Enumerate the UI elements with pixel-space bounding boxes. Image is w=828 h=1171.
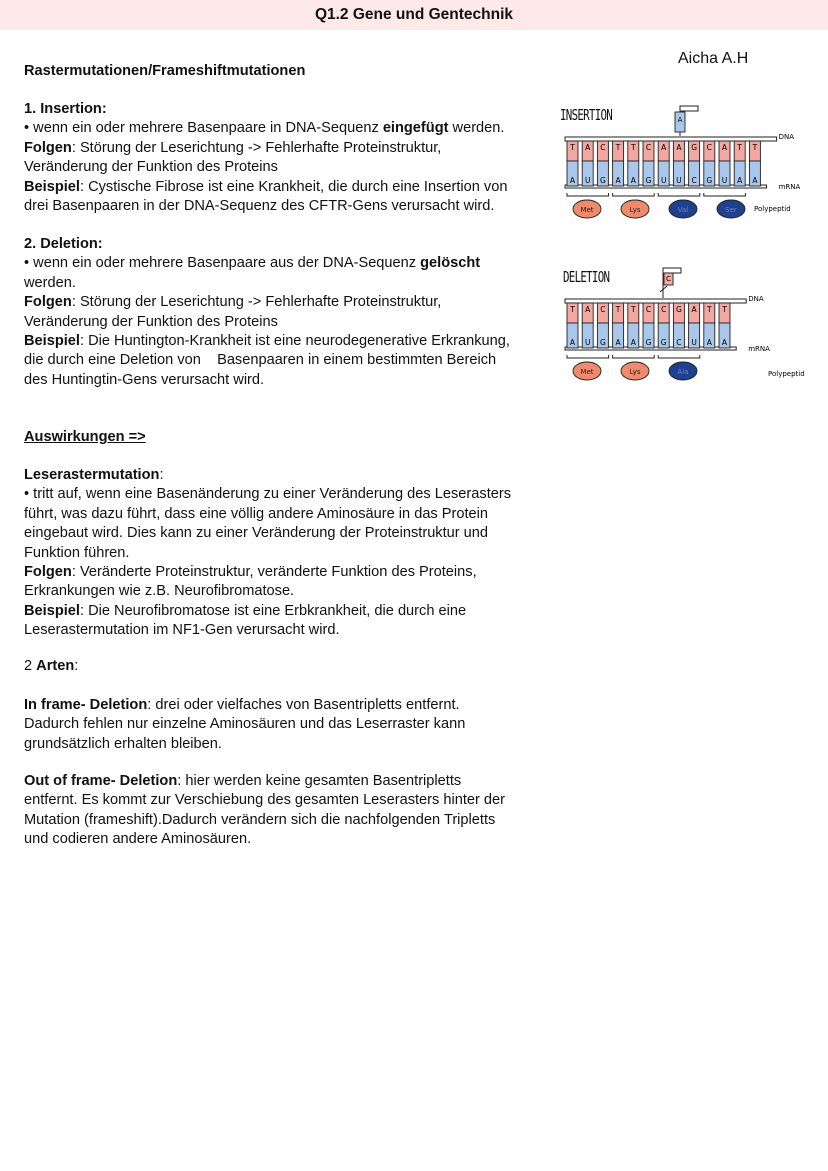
insertion-folgen: [24, 139, 559, 158]
bottom-base-letter: G: [660, 338, 667, 347]
text: • wenn ein oder mehrere Basenpaare aus der DNA-Sequenz: [24, 255, 421, 272]
amino-acid-label: Val: [677, 206, 689, 214]
bottom-base-letter: A: [569, 338, 576, 347]
bottom-base-letter: A: [737, 176, 743, 185]
bottom-base-letter: A: [706, 338, 712, 347]
top-base-letter: C: [600, 143, 606, 152]
inframe-block: [24, 696, 559, 754]
bottom-base-letter: G: [599, 176, 606, 185]
label: Folgen: [24, 564, 72, 581]
deletion-heading: 2. Deletion:: [24, 236, 103, 252]
text-bold: gelöscht: [420, 255, 481, 272]
deleted-base-letter: C: [666, 275, 671, 283]
bottom-base-letter: U: [676, 176, 682, 185]
deletion-folgen: [24, 293, 559, 312]
dna-label: DNA: [778, 133, 795, 141]
text: : Störung der Leserichtung -> Fehlerhafte Proteinstruktur,: [71, 139, 442, 156]
lese-heading: [24, 466, 559, 485]
top-base-letter: C: [600, 305, 606, 314]
bottom-base-letter: C: [691, 176, 697, 185]
codon-bracket: [658, 193, 700, 196]
codon-bracket: [704, 193, 746, 196]
marker-flag: [663, 268, 681, 273]
bottom-base-letter: A: [569, 176, 576, 185]
bottom-base-letter: G: [645, 338, 652, 347]
label: In frame- Deletion: [24, 697, 148, 713]
top-base-letter: A: [585, 143, 591, 152]
text: : Die Neurofibromatose ist eine Erbkrankheit, die durch eine: [79, 602, 467, 619]
label: Folgen: [24, 139, 72, 156]
amino-acid-label: Met: [580, 206, 594, 214]
text: • wenn ein oder mehrere Basenpaare in DNA-Sequenz: [24, 120, 383, 137]
deletion-block: [24, 235, 559, 390]
top-base-letter: G: [691, 143, 698, 152]
text: 2: [24, 658, 37, 674]
text: : Veränderte Proteinstruktur, veränderte Funktion des Proteins,: [71, 564, 477, 581]
codon-bracket: [567, 355, 609, 358]
outframe-line-3: Mutation (frameshift).Dadurch verändern sich die nachfolgenden Tripletts: [24, 811, 496, 828]
outframe-block: [24, 772, 559, 850]
dna-backbone: [565, 299, 746, 303]
top-base-letter: T: [737, 143, 742, 152]
bottom-base-letter: U: [691, 338, 697, 347]
deletion-beispiel: [24, 332, 559, 351]
section-title: Rastermutationen/Frameshiftmutationen: [24, 63, 306, 79]
top-base-letter: T: [707, 305, 712, 314]
insertion-beispiel: [24, 178, 559, 197]
mrna-label: mRNA: [748, 345, 770, 353]
top-base-letter: T: [752, 143, 758, 152]
codon-bracket: [567, 193, 609, 196]
label: Out of frame- Deletion: [24, 773, 178, 789]
text-bold: eingefügt: [382, 120, 449, 137]
lese-line-3: eingebaut wird. Dies kann zu einer Veränderung der Proteinstruktur und: [24, 525, 489, 542]
inserted-base-letter: A: [677, 116, 683, 124]
outframe-line-4: und codieren andere Aminosäuren.: [24, 831, 252, 848]
bottom-base-letter: A: [752, 176, 758, 185]
text: : hier werden keine gesamten Basentripletts: [177, 773, 462, 789]
bottom-base-letter: U: [584, 338, 591, 347]
deletion-beispiel-3: des Huntingtin-Gens verursacht wird.: [24, 371, 265, 388]
page-title: Q1.2 Gene und Gentechnik: [314, 6, 514, 23]
insertion-folgen-2: Veränderung der Funktion des Proteins: [24, 159, 278, 176]
top-base-letter: C: [645, 143, 652, 152]
top-base-letter: A: [661, 143, 667, 152]
top-base-letter: T: [631, 143, 636, 152]
insertion-block: [24, 100, 559, 216]
amino-acid-label: Ala: [677, 368, 689, 376]
top-base-letter: A: [691, 305, 697, 314]
bottom-base-letter: U: [584, 176, 591, 185]
deletion-bullet-2: werden.: [24, 274, 76, 291]
amino-acid-label: Met: [580, 368, 594, 376]
dna-label: DNA: [748, 295, 764, 303]
bottom-base-letter: A: [721, 338, 728, 347]
codon-bracket: [613, 355, 655, 358]
amino-acid-label: Ser: [725, 206, 737, 214]
bottom-base-letter: A: [630, 338, 636, 347]
inframe-line: [24, 696, 559, 715]
deletion-bullet: [24, 254, 559, 273]
text: :: [74, 658, 79, 674]
codon-bracket: [658, 355, 700, 358]
lese-line-1: • tritt auf, wenn eine Basenänderung zu einer Veränderung des Leserasters: [24, 486, 512, 503]
text: : Die Huntington-Krankheit ist eine neurodegenerative Erkrankung,: [79, 333, 510, 350]
label: Beispiel: [24, 602, 80, 619]
dna-backbone: [565, 137, 777, 141]
deletion-diagram-title: DELETION: [563, 268, 610, 286]
amino-acid-label: Lys: [629, 368, 641, 376]
polypeptid-label: Polypeptid: [768, 370, 805, 378]
bottom-base-letter: G: [599, 338, 606, 347]
label: Beispiel: [24, 333, 80, 350]
insertion-beispiel-2: drei Basenpaaren in der DNA-Sequenz des CFTR-Gens verursacht wird.: [24, 198, 495, 215]
text: : drei oder vielfaches von Basentripletts entfernt.: [147, 697, 460, 713]
outframe-line-2: entfernt. Es kommt zur Verschiebung des gesamten Leserasters hinter der: [24, 792, 506, 809]
bottom-base-letter: G: [645, 176, 652, 185]
lese-line-2: führt, was dazu führt, dass eine völlig andere Aminosäure in das Protein: [24, 505, 489, 522]
top-base-letter: T: [722, 305, 727, 314]
insertion-bullet: [24, 119, 559, 138]
top-base-letter: T: [615, 305, 621, 314]
auswirkungen-heading: Auswirkungen =>: [24, 429, 146, 445]
lese-beispiel-2: Leserastermutation im NF1-Gen verursacht wird.: [24, 622, 340, 639]
label: Beispiel: [24, 178, 80, 195]
bottom-base-letter: U: [721, 176, 728, 185]
bottom-base-letter: A: [615, 338, 621, 347]
page-header: [0, 0, 828, 30]
top-base-letter: C: [706, 143, 712, 152]
inframe-line-2: Dadurch fehlen nur einzelne Aminosäuren und das Leserraster kann: [24, 716, 466, 733]
leserastermutation-block: [24, 466, 559, 641]
lese-beispiel: [24, 602, 559, 621]
lese-folgen: [24, 563, 559, 582]
top-base-letter: C: [645, 305, 652, 314]
top-base-letter: T: [631, 305, 636, 314]
lese-line-4: Funktion führen.: [24, 544, 130, 561]
bottom-base-letter: A: [615, 176, 621, 185]
top-base-letter: T: [615, 143, 621, 152]
lese-folgen-2: Erkrankungen wie z.B. Neurofibromatose.: [24, 583, 295, 600]
deletion-beispiel-2: die durch eine Deletion von Basenpaaren in einem bestimmten Bereich: [24, 352, 497, 369]
insertion-heading: 1. Insertion:: [24, 101, 107, 117]
bottom-base-letter: G: [706, 176, 713, 185]
marker-flag: [680, 106, 698, 111]
bottom-base-letter: C: [676, 338, 682, 347]
text: : Cystische Fibrose ist eine Krankheit, die durch eine Insertion von: [79, 178, 508, 195]
top-base-letter: T: [570, 305, 575, 314]
arten-heading: [24, 657, 559, 676]
codon-bracket: [613, 193, 655, 196]
amino-acid-label: Lys: [629, 206, 641, 214]
insertion-diagram: [560, 100, 828, 228]
top-base-letter: A: [585, 305, 591, 314]
top-base-letter: A: [721, 143, 728, 152]
text: :: [159, 467, 164, 483]
label: Folgen: [24, 294, 72, 311]
top-base-letter: G: [675, 305, 682, 314]
mrna-label: mRNA: [778, 183, 801, 191]
author-name: Aicha A.H: [678, 50, 749, 67]
text: werden.: [448, 120, 505, 137]
label: Leserastermutation: [24, 467, 160, 483]
deletion-folgen-2: Veränderung der Funktion des Proteins: [24, 313, 278, 330]
top-base-letter: A: [676, 143, 682, 152]
outframe-line: [24, 772, 559, 791]
polypeptid-label: Polypeptid: [754, 205, 791, 213]
deletion-diagram: [560, 262, 828, 392]
bottom-base-letter: U: [660, 176, 667, 185]
insertion-diagram-title: INSERTION: [560, 106, 613, 124]
inframe-line-3: grundsätzlich erhalten bleiben.: [24, 735, 222, 752]
top-base-letter: C: [661, 305, 667, 314]
top-base-letter: T: [570, 143, 575, 152]
bottom-base-letter: A: [630, 176, 636, 185]
label: Arten: [36, 658, 75, 674]
text: : Störung der Leserichtung -> Fehlerhafte Proteinstruktur,: [71, 294, 442, 311]
